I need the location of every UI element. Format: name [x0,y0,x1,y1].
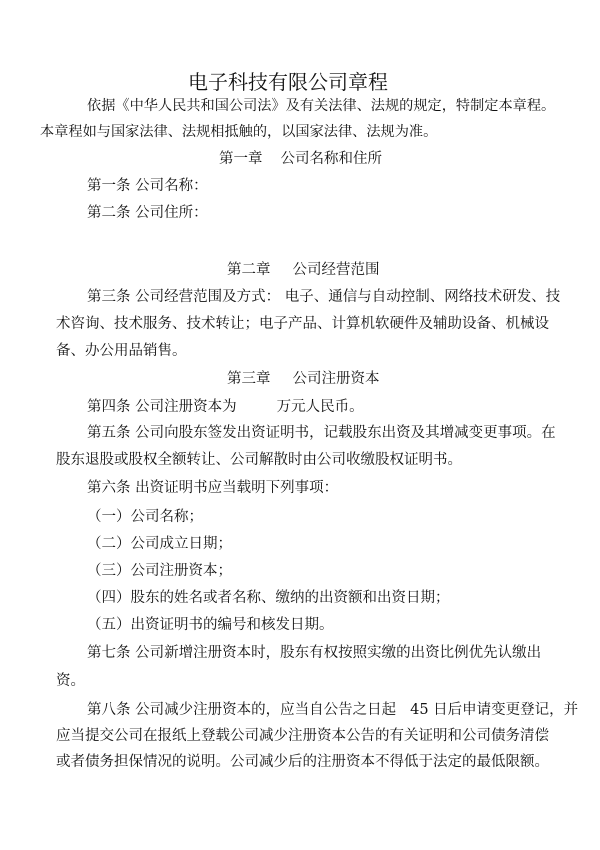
chapter1-heading [219,150,382,168]
article-8-text: 第八条 公司减少注册资本的，应当自公告之日起 [87,702,397,718]
article-6-item-4: （四）股东的姓名或者名称、缴纳的出资额和出资日期； [87,590,450,606]
article-4 [87,398,364,416]
article-3-line-3: 备、办公用品销售。 [56,343,187,359]
intro-line-1: 依据《中华人民共和国公司法》及有关法律、法规的规定，特制定本章程。 [87,98,556,114]
article-8-line-2: 应当提交公司在报纸上登载公司减少注册资本公告的有关证明和公司债务清偿 [56,728,549,744]
article-8-line-3: 或者债务担保情况的说明。公司减少后的注册资本不得低于法定的最低限额。 [56,754,549,770]
article-6-item-1: （一）公司名称； [87,509,203,525]
article-7-line-2: 资。 [56,673,85,689]
article-8-line-1 [87,701,578,719]
document-title: 电子科技有限公司章程 [188,70,388,94]
article-3-line-1: 第三条 公司经营范围及方式： 电子、通信与自动控制、网络技术研发、技 [87,289,561,305]
article-6-item-3: （三）公司注册资本； [87,563,232,579]
chapter1-title: 公司名称和住所 [280,151,382,167]
article-6-item-2: （二）公司成立日期； [87,536,232,552]
chapter3-heading [227,370,380,388]
article-7-line-1: 第七条 公司新增注册资本时，股东有权按照实缴的出资比例优先认缴出 [87,645,542,661]
article-2: 第二条 公司住所： [87,205,208,221]
article-8-days: 45 日后申请变更登记，并 [410,702,579,718]
article-6: 第六条 出资证明书应当载明下列事项： [87,480,339,496]
intro-line-2: 本章程如与国家法律、法规相抵触的，以国家法律、法规为准。 [40,124,438,140]
article-6-item-5: （五）出资证明书的编号和核发日期。 [87,617,334,633]
chapter3-title: 公司注册资本 [292,371,380,387]
article-3-line-2: 术咨询、技术服务、技术转让；电子产品、计算机软硬件及辅助设备、机械设 [56,316,549,332]
chapter3-number: 第三章 [227,371,271,387]
article-5-line-2: 股东退股或股权全额转让、公司解散时由公司收缴股权证明书。 [56,452,462,468]
chapter2-title: 公司经营范围 [292,262,380,278]
chapter2-heading [227,261,380,279]
chapter2-number: 第二章 [227,262,271,278]
article-5-line-1: 第五条 公司向股东签发出资证明书，记载股东出资及其增减变更事项。在 [87,425,556,441]
article-1: 第一条 公司名称： [87,178,208,194]
article-4-text: 第四条 公司注册资本为 [87,399,237,415]
chapter1-number: 第一章 [219,151,263,167]
article-4-unit: 万元人民币。 [276,399,364,415]
